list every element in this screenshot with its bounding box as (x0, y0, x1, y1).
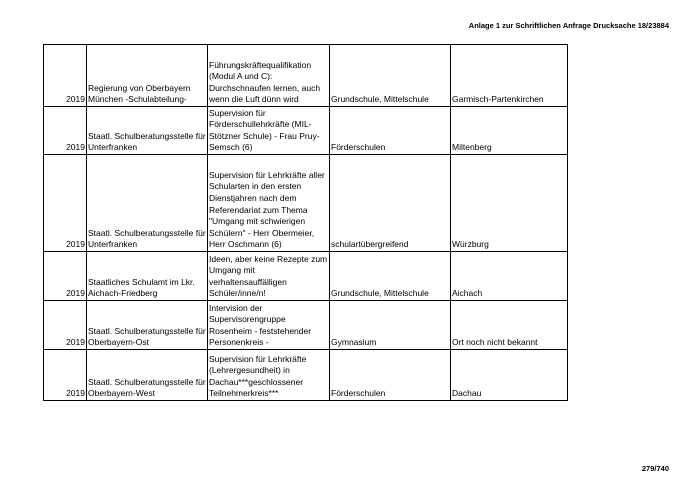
title-cell: Ideen, aber keine Rezepte zum Umgang mit verhaltensauffälligen Schüler/inne/n! (208, 252, 330, 301)
year-cell: 2019 (44, 45, 87, 107)
page-number: 279/740 (641, 464, 669, 473)
office-cell: Regierung von Oberbayern München -Schulabteilung- (87, 45, 208, 107)
table-row (44, 155, 568, 252)
school-type-cell: Förderschulen (330, 107, 451, 155)
table-row (44, 107, 568, 155)
title-cell: Supervision für Lehrkräfte aller Schularten in den ersten Dienstjahren nach dem Referendariat zum Thema "Umgang mit schwierigen Schülern" - Herr Obermeier, Herr Oschmann (6) (208, 155, 330, 252)
table-row (44, 350, 568, 401)
school-type-cell: Grundschule, Mittelschule (330, 252, 451, 301)
table-row (44, 301, 568, 350)
title-cell: Führungskräftequalifikation (Modul A und C): Durchschnaufen lernen, auch wenn die Luft dünn wird (208, 45, 330, 107)
office-cell: Staatl. Schulberatungsstelle für Unterfranken (87, 107, 208, 155)
office-cell: Staatl. Schulberatungsstelle für Unterfranken (87, 155, 208, 252)
table-row (44, 252, 568, 301)
office-cell: Staatliches Schulamt im Lkr. Aichach-Friedberg (87, 252, 208, 301)
office-cell: Staatl. Schulberatungsstelle für Oberbayern-Ost (87, 301, 208, 350)
title-cell: Intervision der Supervisorengruppe Rosenheim - feststehender Personenkreis - (208, 301, 330, 350)
table-row (44, 45, 568, 107)
year-cell: 2019 (44, 155, 87, 252)
place-cell: Aichach (451, 252, 568, 301)
data-table (43, 44, 568, 401)
title-cell: Supervision für Förderschullehrkräfte (MIL-Stötzner Schule) - Frau Pruy-Semsch (6) (208, 107, 330, 155)
page-header: Anlage 1 zur Schriftlichen Anfrage Drucksache 18/23884 (468, 21, 669, 30)
year-cell: 2019 (44, 301, 87, 350)
school-type-cell: Gymnasium (330, 301, 451, 350)
place-cell: Garmisch-Partenkirchen (451, 45, 568, 107)
year-cell: 2019 (44, 350, 87, 401)
year-cell: 2019 (44, 252, 87, 301)
place-cell: Miltenberg (451, 107, 568, 155)
office-cell: Staatl. Schulberatungsstelle für Oberbayern-West (87, 350, 208, 401)
title-cell: Supervision für Lehrkräfte (Lehrergesundheit) in Dachau***geschlossener Teilnehmerkreis*** (208, 350, 330, 401)
place-cell: Würzburg (451, 155, 568, 252)
year-cell: 2019 (44, 107, 87, 155)
place-cell: Dachau (451, 350, 568, 401)
place-cell: Ort noch nicht bekannt (451, 301, 568, 350)
school-type-cell: Förderschulen (330, 350, 451, 401)
school-type-cell: schulartübergreifend (330, 155, 451, 252)
school-type-cell: Grundschule, Mittelschule (330, 45, 451, 107)
